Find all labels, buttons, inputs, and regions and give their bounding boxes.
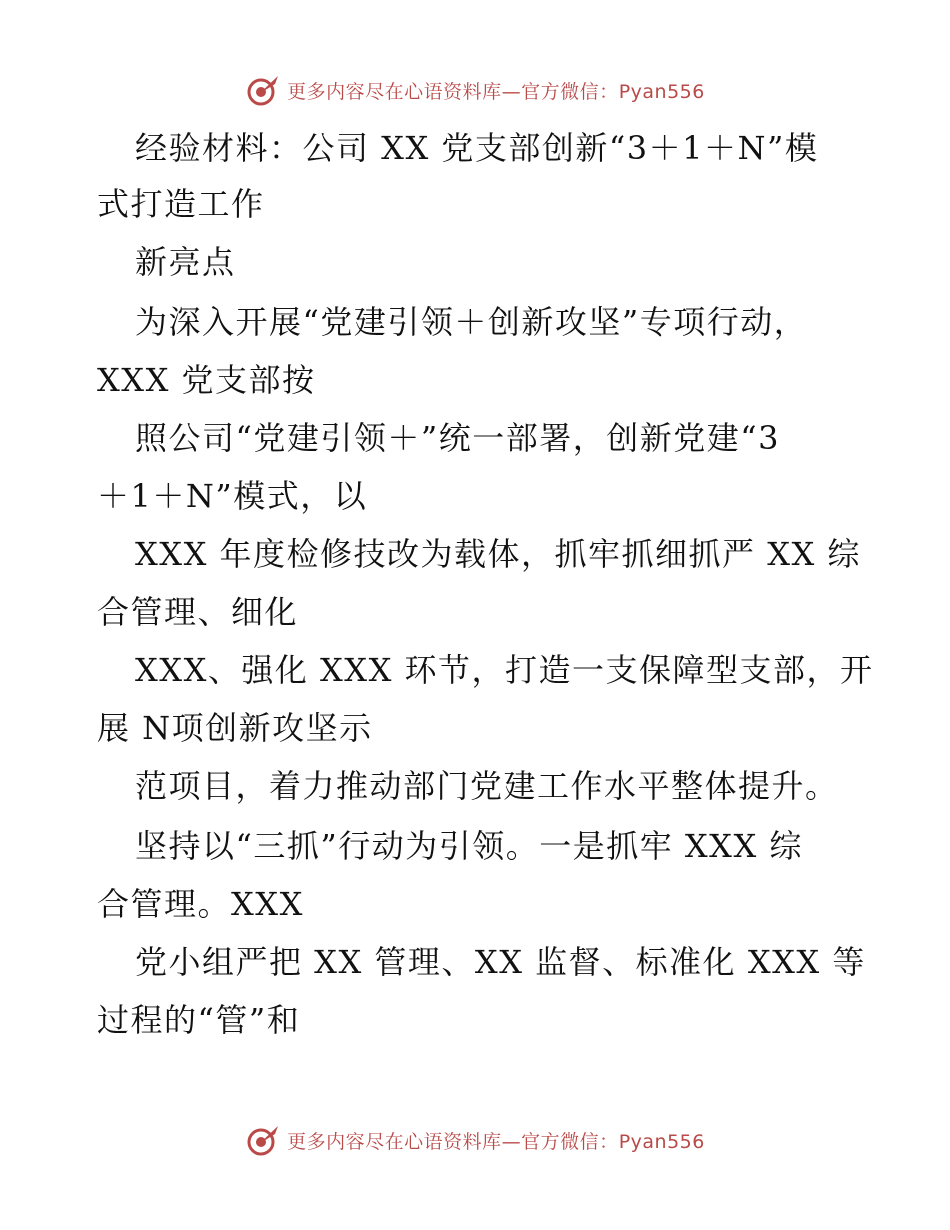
text-line-13: 坚持以“三抓”行动为引领。一是抓牢 XXX 综: [135, 827, 803, 865]
text-line-15: 党小组严把 XX 管理、XX 监督、标准化 XXX 等: [135, 943, 866, 981]
watermark-site-name: 更多内容尽在心语资料库: [287, 1130, 502, 1153]
quill-logo-icon: [245, 1122, 281, 1158]
text-line-1: 经验材料：公司 XX 党支部创新“3＋1＋N”模: [135, 129, 819, 167]
watermark-text: [287, 1127, 705, 1154]
text-line-14: 合管理。XXX: [97, 885, 304, 923]
text-line-4: 为深入开展“党建引领＋创新攻坚”专项行动，: [135, 303, 808, 341]
watermark-official-label: 官方微信：: [521, 80, 619, 103]
watermark-dash: —: [501, 80, 522, 103]
watermark-wechat-id: Pyan556: [618, 1130, 705, 1153]
text-line-3: 新亮点: [135, 243, 236, 281]
text-line-9: 合管理、细化: [97, 593, 299, 631]
text-line-5: XXX 党支部按: [97, 361, 316, 399]
watermark-official-label: 官方微信：: [521, 1130, 619, 1153]
text-line-8: XXX 年度检修技改为载体，抓牢抓细抓严 XX 综: [135, 535, 861, 573]
watermark-dash: —: [501, 1130, 522, 1153]
watermark-wechat-id: Pyan556: [618, 80, 705, 103]
header-watermark: [0, 70, 950, 110]
text-line-16: 过程的“管”和: [97, 1001, 301, 1039]
text-line-11: 展 N项创新攻坚示: [97, 709, 373, 747]
text-line-10: XXX、强化 XXX 环节，打造一支保障型支部，开: [135, 651, 874, 689]
text-line-12: 范项目，着力推动部门党建工作水平整体提升。: [135, 767, 839, 805]
quill-logo-icon: [245, 72, 281, 108]
watermark-text: [287, 77, 705, 104]
footer-watermark: [0, 1120, 950, 1160]
text-line-2: 式打造工作: [97, 185, 265, 223]
watermark-site-name: 更多内容尽在心语资料库: [287, 80, 502, 103]
text-line-7: ＋1＋N”模式，以: [97, 477, 368, 515]
text-line-6: 照公司“党建引领＋”统一部署，创新党建“3: [135, 419, 780, 457]
